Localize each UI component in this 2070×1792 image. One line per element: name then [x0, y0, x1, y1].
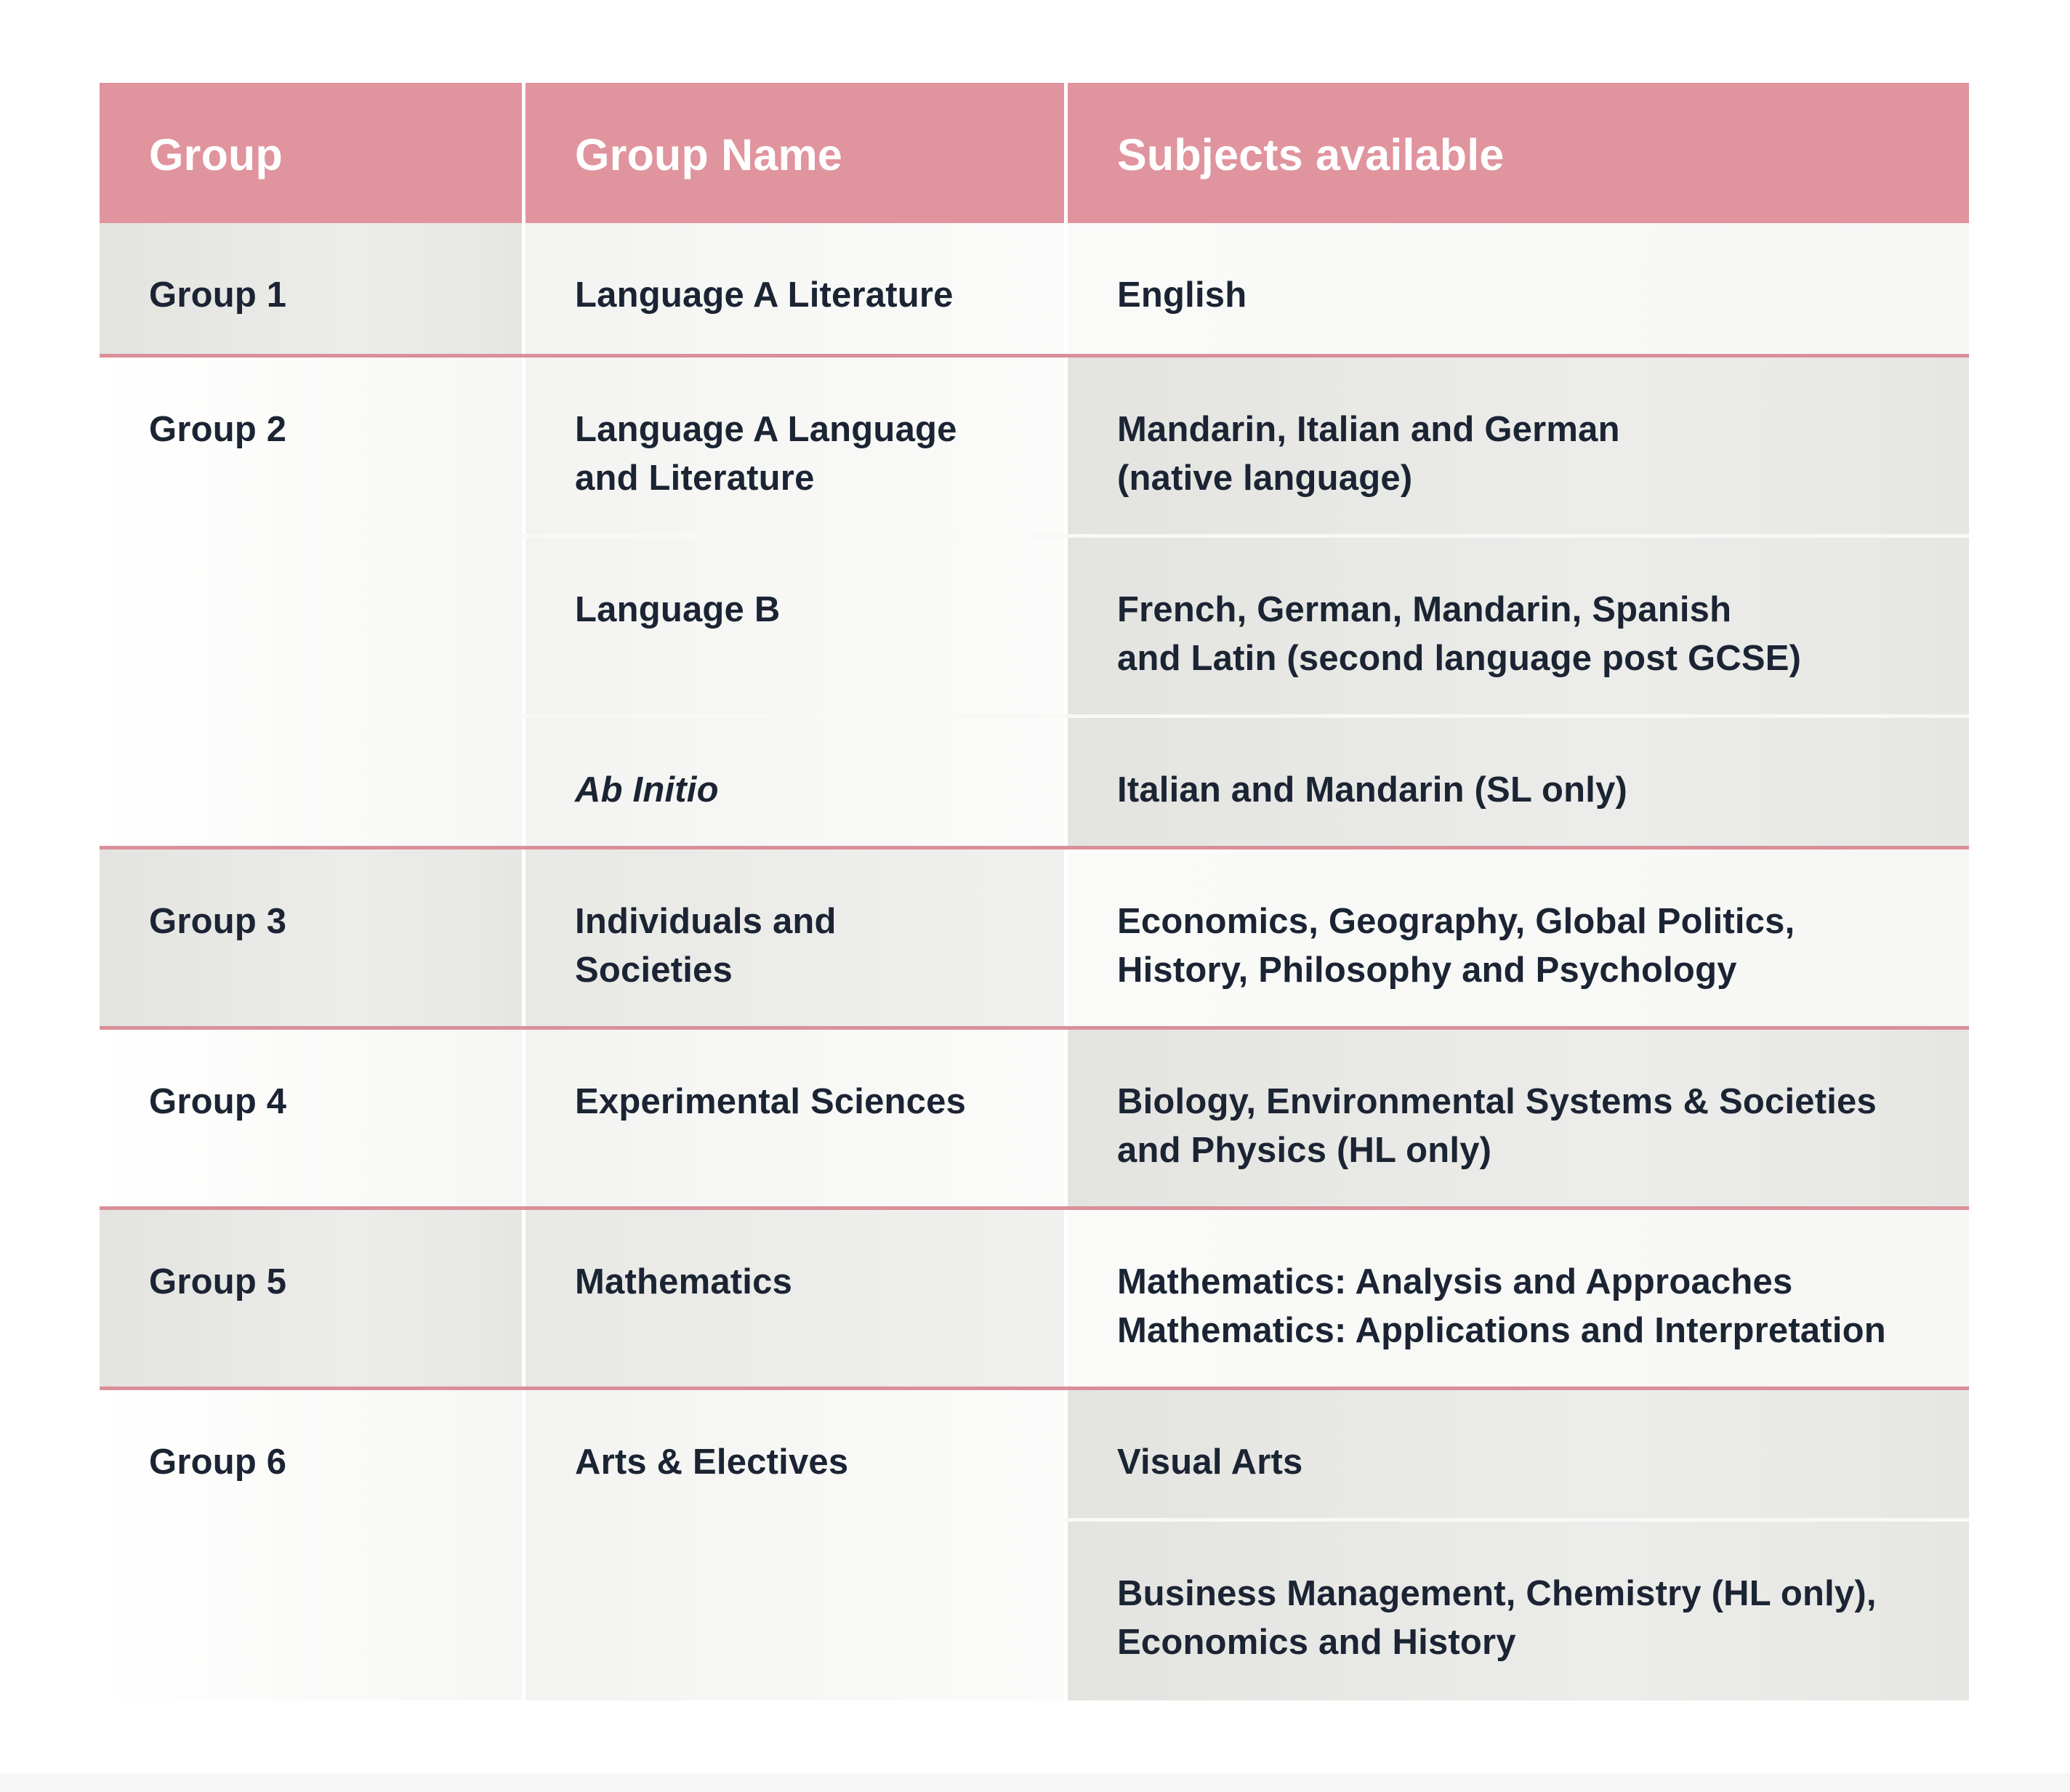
group-6-subjects-b: [1064, 1522, 1969, 1700]
group-label-text: Group 1: [149, 275, 287, 315]
group-4-name: [522, 1030, 1064, 1206]
subjects-line: Biology, Environmental Systems & Societies: [1117, 1082, 1877, 1121]
group-name-text: Language B: [575, 590, 781, 629]
group-5-label: [100, 1210, 522, 1387]
subjects-line: Mathematics: Analysis and Approaches: [1117, 1262, 1793, 1301]
group-3-subjects: [1064, 849, 1969, 1026]
subjects-line: Economics, Geography, Global Politics,: [1117, 902, 1795, 941]
group-name-text: Experimental Sciences: [575, 1082, 967, 1121]
group-label-text: Group 2: [149, 410, 287, 449]
group-1-subjects: [1064, 223, 1969, 354]
group-name-text: Mathematics: [575, 1262, 793, 1301]
subjects-line: and Physics (HL only): [1117, 1131, 1492, 1170]
group-label-text: Group 4: [149, 1082, 287, 1121]
group-2-subjects-b: [1064, 538, 1969, 714]
header-group-name: Group Name: [522, 83, 1064, 223]
group-1-name: [522, 223, 1064, 354]
group-name-text: Language A Literature: [575, 275, 954, 315]
group-label-text: Group 3: [149, 902, 287, 941]
group-name-line: Individuals and: [575, 902, 837, 941]
group-name-line: Societies: [575, 951, 733, 990]
group-4-label: [100, 1030, 522, 1206]
subjects-line: Mathematics: Applications and Interpretation: [1117, 1311, 1886, 1350]
header-group: Group: [100, 83, 522, 223]
group-4-subjects: [1064, 1030, 1969, 1206]
group-2-subjects-a: [1064, 358, 1969, 534]
group-name-line: and Literature: [575, 459, 815, 498]
subjects-line: (native language): [1117, 459, 1413, 498]
header-subjects: Subjects available: [1064, 83, 1969, 223]
group-1-label: [100, 223, 522, 354]
group-name-text: Arts & Electives: [575, 1442, 849, 1482]
group-2-subjects-c: [1064, 718, 1969, 846]
group-name-line: Language A Language: [575, 410, 957, 449]
group-2-name-b: [522, 538, 1064, 714]
page-footer-shade: [0, 1773, 2070, 1792]
group-5-subjects: [1064, 1210, 1969, 1387]
group-label-text: Group 5: [149, 1262, 287, 1301]
group-2-label: [100, 358, 522, 846]
group-6-name: [522, 1390, 1064, 1700]
subjects-line: Business Management, Chemistry (HL only),: [1117, 1574, 1877, 1613]
subjects-line: and Latin (second language post GCSE): [1117, 639, 1802, 678]
subjects-text: English: [1117, 275, 1247, 315]
subjects-line: History, Philosophy and Psychology: [1117, 951, 1737, 990]
subjects-line: Mandarin, Italian and German: [1117, 410, 1620, 449]
group-6-subjects-a: [1064, 1390, 1969, 1518]
subjects-text: Italian and Mandarin (SL only): [1117, 770, 1628, 810]
group-name-text: Ab Initio: [575, 770, 719, 810]
subjects-line: French, German, Mandarin, Spanish: [1117, 590, 1732, 629]
table-grid: [100, 83, 1969, 1700]
group-3-label: [100, 849, 522, 1026]
subjects-line: Economics and History: [1117, 1623, 1516, 1662]
subjects-text: Visual Arts: [1117, 1442, 1303, 1482]
group-label-text: Group 6: [149, 1442, 287, 1482]
group-2-name-c: [522, 718, 1064, 846]
subjects-table: [100, 83, 1969, 1700]
group-2-name-a: [522, 358, 1064, 534]
group-3-name: [522, 849, 1064, 1026]
group-5-name: [522, 1210, 1064, 1387]
group-6-label: [100, 1390, 522, 1700]
